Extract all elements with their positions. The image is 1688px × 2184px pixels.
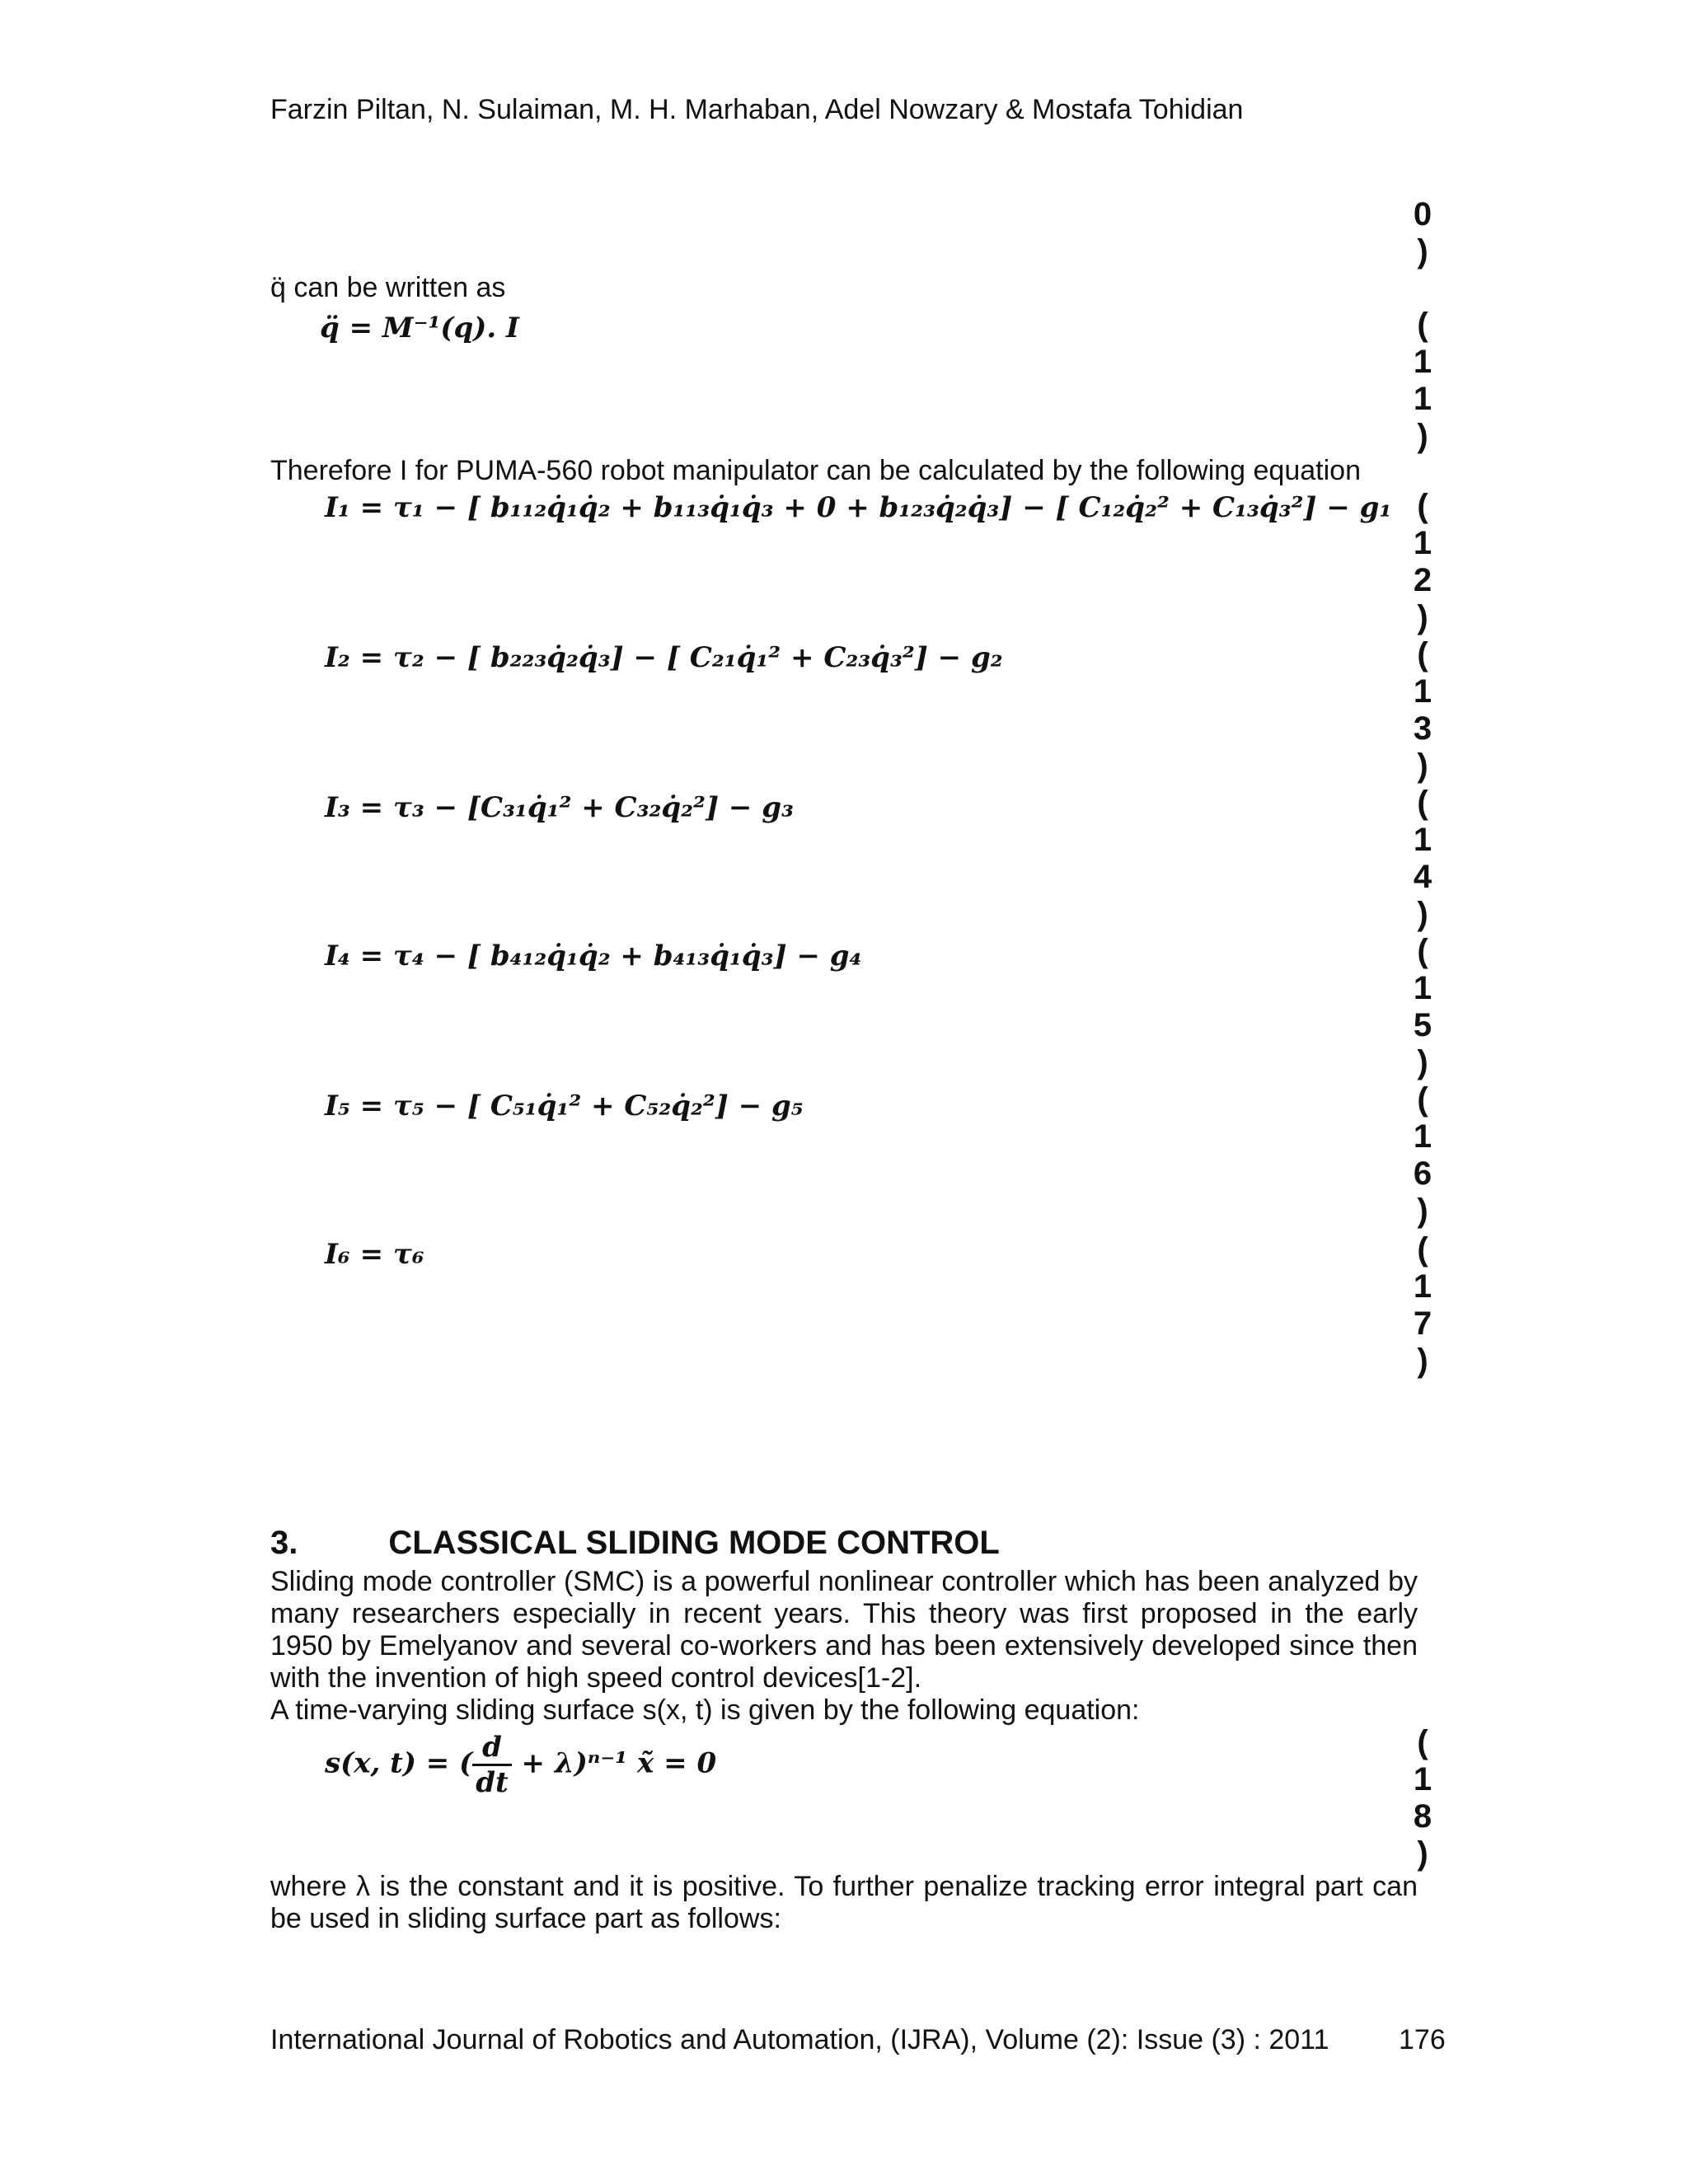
equation-number-char: ) [1417,1044,1428,1080]
paragraph-smc-intro: Sliding mode controller (SMC) is a powerful nonlinear controller which has been analyzed by many researchers especially in recent years. This theory was first proposed in the early 1950 by Emelyanov and several co-workers and has been extensively developed since then with the invention of high speed control devices[1-2]. [270,1566,1418,1694]
equation-number-char: 1 [1413,1761,1432,1797]
equation-number-char: ) [1417,1835,1428,1872]
equation-number-char: ) [1417,233,1428,269]
equation-18-fraction [472,1731,511,1799]
equation-number-char: ( [1417,1081,1428,1118]
equation-12: I₁ = τ₁ − [ b₁₁₂q̇₁q̇₂ + b₁₁₃q̇₁q̇₃ + 0 + b₁₂₃q̇₂q̇₃] − [ C₁₂q̇₂² + C₁₃q̇₃²] − g₁ [325,491,1392,524]
equation-number-char: ( [1417,933,1428,969]
therefore-text: Therefore I for PUMA-560 robot manipulator can be calculated by the following equation [270,455,1361,486]
equation-number-char: 1 [1413,970,1432,1006]
paragraph-sliding-surface: A time-varying sliding surface s(x, t) is given by the following equation: [270,1694,1140,1726]
paragraph-where-lambda: where λ is the constant and it is positive. To further penalize tracking error integral part can be used in sliding surface part as follows: [270,1871,1418,1934]
equation-18-lhs: s(x, t) = ( [325,1746,473,1780]
equation-14: I₃ = τ₃ − [C₃₁q̇₁² + C₃₂q̇₂²] − g₃ [325,791,794,824]
equation-16: I₅ = τ₅ − [ C₅₁q̇₁² + C₅₂q̇₂²] − g₅ [325,1090,804,1122]
equation-number-char: 6 [1413,1155,1432,1192]
equation-number-char: ( [1417,1724,1428,1760]
equation-15: I₄ = τ₄ − [ b₄₁₂q̇₁q̇₂ + b₄₁₃q̇₁q̇₃] − g₄ [325,940,862,972]
page-number: 176 [1399,2024,1446,2055]
equation-number-char: ( [1417,785,1428,821]
equation-number-char: ( [1417,488,1428,524]
equation-number-char: 4 [1413,859,1432,895]
running-header: Farzin Piltan, N. Sulaiman, M. H. Marhaban, Adel Nowzary & Mostafa Tohidian [270,94,1244,125]
equation-number-char: 1 [1413,1118,1432,1155]
equation-number-char: 1 [1413,525,1432,561]
equation-number-17 [1406,1231,1439,1380]
equation-number-15 [1406,933,1439,1081]
equation-17: I₆ = τ₆ [325,1238,424,1271]
intro-text: q̈ can be written as [270,272,506,303]
equation-18 [325,1731,716,1799]
equation-number-char: ( [1417,1231,1428,1268]
equation-number-char: 1 [1413,673,1432,710]
equation-number-12 [1406,488,1439,636]
equation-number-char: ) [1417,418,1428,454]
equation-13: I₂ = τ₂ − [ b₂₂₃q̇₂q̇₃] − [ C₂₁q̇₁² + C₂₃q̇₃²] − g₂ [325,641,1003,674]
equation-number-16 [1406,1081,1439,1230]
equation-number-char: ( [1417,307,1428,343]
equation-11: q̈ = M⁻¹(q). I [320,312,519,344]
equation-number-11 [1406,307,1439,455]
equation-number-char: 8 [1413,1798,1432,1835]
equation-number-char: 1 [1413,1268,1432,1305]
fraction-denominator: dt [476,1766,509,1799]
equation-number-10-tail [1406,196,1439,270]
equation-number-char: 3 [1413,710,1432,747]
equation-number-char: ) [1417,1343,1428,1379]
equation-number-char: 7 [1413,1305,1432,1342]
equation-number-char: ) [1417,748,1428,784]
equation-number-char: ) [1417,1193,1428,1229]
equation-number-14 [1406,785,1439,933]
equation-number-char: 1 [1413,344,1432,380]
equation-18-rhs: + λ)ⁿ⁻¹ x̃ = 0 [511,1746,717,1780]
equation-number-13 [1406,636,1439,785]
section-number: 3. [270,1525,298,1561]
equation-number-18 [1406,1724,1439,1872]
section-title: CLASSICAL SLIDING MODE CONTROL [388,1525,1000,1561]
equation-number-char: ( [1417,636,1428,673]
section-heading [270,1525,1000,1562]
equation-number-char: 5 [1413,1007,1432,1043]
equation-number-char: ) [1417,896,1428,932]
equation-number-char: 0 [1413,196,1432,232]
equation-number-char: ) [1417,599,1428,635]
equation-number-char: 1 [1413,822,1432,858]
equation-number-char: 1 [1413,381,1432,417]
equation-number-char: 2 [1413,562,1432,598]
fraction-numerator: d [472,1731,511,1766]
footer-journal: International Journal of Robotics and Automation, (IJRA), Volume (2): Issue (3) : 2011 [270,2024,1329,2055]
